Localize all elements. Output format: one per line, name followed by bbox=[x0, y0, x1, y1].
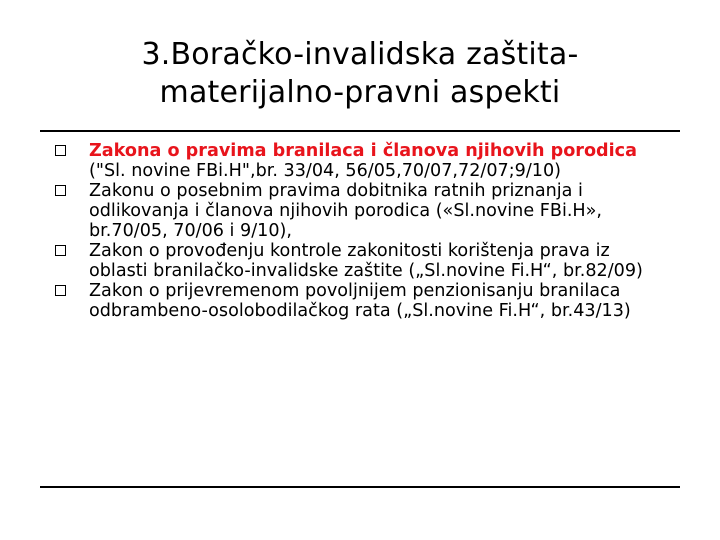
slide-title bbox=[40, 36, 680, 112]
title-line-1: 3.Boračko-invalidska zaštita- bbox=[141, 37, 579, 72]
bullet-item-3 bbox=[52, 241, 664, 281]
bullet-item-1 bbox=[52, 141, 664, 181]
bullet-text: ("Sl. novine FBi.H",br. 33/04, 56/05,70/07,72/07;9/10) bbox=[89, 161, 562, 181]
law-title-highlight: Zakona o pravima branilaca i članova njihovih porodica bbox=[89, 141, 637, 161]
square-bullet-icon bbox=[55, 245, 66, 256]
title-divider bbox=[40, 130, 680, 132]
square-bullet-icon bbox=[55, 145, 66, 156]
bullet-text: Zakon o prijevremenom povoljnijem penzionisanju branilaca odbrambeno-osolobodilačkog rata („Sl.novine Fi.H“, br.43/13) bbox=[89, 281, 631, 321]
footer-divider bbox=[40, 486, 680, 488]
bullet-list bbox=[52, 141, 664, 321]
bullet-item-2 bbox=[52, 181, 664, 241]
bullet-text: Zakonu o posebnim pravima dobitnika ratnih priznanja i odlikovanja i članova njihovih porodica («Sl.novine FBi.H», br.70/05, 70/06 i 9/10), bbox=[89, 181, 603, 241]
bullet-item-4 bbox=[52, 281, 664, 321]
bullet-text: Zakon o provođenju kontrole zakonitosti korištenja prava iz oblasti branilačko-invalidske zaštite („Sl.novine Fi.H“, br.82/09) bbox=[89, 241, 643, 281]
square-bullet-icon bbox=[55, 285, 66, 296]
title-line-2: materijalno-pravni aspekti bbox=[159, 75, 561, 110]
square-bullet-icon bbox=[55, 185, 66, 196]
